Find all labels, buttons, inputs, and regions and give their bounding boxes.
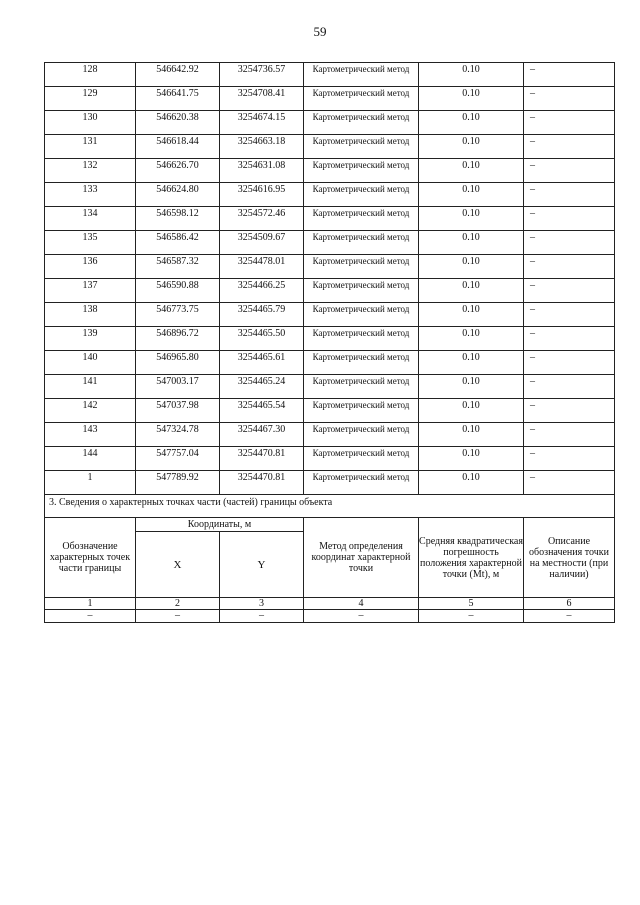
accuracy-cell: 0.10 — [419, 279, 524, 303]
point-number-cell: 141 — [45, 375, 136, 399]
y-coordinate-cell: 3254465.61 — [220, 351, 304, 375]
accuracy-cell: 0.10 — [419, 159, 524, 183]
point-number-cell: 143 — [45, 423, 136, 447]
point-number-cell: 136 — [45, 255, 136, 279]
header-x: X — [136, 532, 220, 598]
point-number-cell: 133 — [45, 183, 136, 207]
x-coordinate-cell: 547789.92 — [136, 471, 220, 495]
table-row — [45, 87, 615, 111]
point-number-cell: 138 — [45, 303, 136, 327]
method-cell: Картометрический метод — [304, 399, 419, 423]
accuracy-cell: 0.10 — [419, 183, 524, 207]
x-coordinate-cell: 547037.98 — [136, 399, 220, 423]
description-cell: – — [524, 327, 615, 351]
description-cell: – — [524, 375, 615, 399]
column-number: 6 — [524, 598, 615, 610]
accuracy-cell: 0.10 — [419, 351, 524, 375]
y-coordinate-cell: 3254708.41 — [220, 87, 304, 111]
description-cell: – — [524, 87, 615, 111]
accuracy-cell: 0.10 — [419, 231, 524, 255]
y-coordinate-cell: 3254466.25 — [220, 279, 304, 303]
description-cell: – — [524, 399, 615, 423]
x-coordinate-cell: 546626.70 — [136, 159, 220, 183]
description-cell: – — [524, 183, 615, 207]
header-coordinates: Координаты, м — [136, 518, 304, 532]
column-number: 4 — [304, 598, 419, 610]
section-3 — [45, 495, 615, 623]
x-coordinate-cell: 546586.42 — [136, 231, 220, 255]
table-row — [45, 423, 615, 447]
point-number-cell: 140 — [45, 351, 136, 375]
x-coordinate-cell: 546773.75 — [136, 303, 220, 327]
table-row — [45, 375, 615, 399]
table-row — [45, 351, 615, 375]
point-number-cell: 144 — [45, 447, 136, 471]
table-row — [45, 159, 615, 183]
description-cell: – — [524, 471, 615, 495]
table-row — [45, 279, 615, 303]
accuracy-cell: 0.10 — [419, 303, 524, 327]
x-coordinate-cell: 546642.92 — [136, 63, 220, 87]
point-number-cell: 137 — [45, 279, 136, 303]
point-number-cell: 139 — [45, 327, 136, 351]
x-coordinate-cell: 546620.38 — [136, 111, 220, 135]
header-description: Описание обозначения точки на местности (при наличии) — [524, 518, 615, 598]
x-coordinate-cell: 546965.80 — [136, 351, 220, 375]
accuracy-cell: 0.10 — [419, 399, 524, 423]
accuracy-cell: 0.10 — [419, 135, 524, 159]
y-coordinate-cell: 3254467.30 — [220, 423, 304, 447]
description-cell: – — [524, 135, 615, 159]
x-coordinate-cell: 546896.72 — [136, 327, 220, 351]
method-cell: Картометрический метод — [304, 183, 419, 207]
point-number-cell: 129 — [45, 87, 136, 111]
y-coordinate-cell: 3254465.54 — [220, 399, 304, 423]
point-rows — [45, 63, 615, 495]
point-number-cell: 130 — [45, 111, 136, 135]
accuracy-cell: 0.10 — [419, 63, 524, 87]
accuracy-cell: 0.10 — [419, 471, 524, 495]
y-coordinate-cell: 3254674.15 — [220, 111, 304, 135]
page-number: 59 — [313, 24, 327, 39]
table-row — [45, 111, 615, 135]
column-number: 1 — [45, 598, 136, 610]
table-row — [45, 183, 615, 207]
description-cell: – — [524, 303, 615, 327]
x-coordinate-cell: 547324.78 — [136, 423, 220, 447]
y-coordinate-cell: 3254465.24 — [220, 375, 304, 399]
description-cell: – — [524, 279, 615, 303]
x-coordinate-cell: 546641.75 — [136, 87, 220, 111]
empty-cell: – — [419, 610, 524, 623]
header-accuracy: Средняя квадратическая погрешность положения характерной точки (Mt), м — [419, 518, 524, 598]
x-coordinate-cell: 546598.12 — [136, 207, 220, 231]
section-3-title: 3. Сведения о характерных точках части (частей) границы объекта — [45, 495, 615, 518]
method-cell: Картометрический метод — [304, 351, 419, 375]
point-number-cell: 135 — [45, 231, 136, 255]
method-cell: Картометрический метод — [304, 231, 419, 255]
accuracy-cell: 0.10 — [419, 207, 524, 231]
table-row — [45, 303, 615, 327]
x-coordinate-cell: 547757.04 — [136, 447, 220, 471]
x-coordinate-cell: 546587.32 — [136, 255, 220, 279]
method-cell: Картометрический метод — [304, 111, 419, 135]
description-cell: – — [524, 423, 615, 447]
y-coordinate-cell: 3254470.81 — [220, 447, 304, 471]
header-y: Y — [220, 532, 304, 598]
point-number-cell: 1 — [45, 471, 136, 495]
table-row — [45, 255, 615, 279]
accuracy-cell: 0.10 — [419, 111, 524, 135]
method-cell: Картометрический метод — [304, 63, 419, 87]
point-number-cell: 134 — [45, 207, 136, 231]
method-cell: Картометрический метод — [304, 255, 419, 279]
table-row — [45, 63, 615, 87]
column-number: 5 — [419, 598, 524, 610]
empty-cell: – — [524, 610, 615, 623]
y-coordinate-cell: 3254663.18 — [220, 135, 304, 159]
method-cell: Картометрический метод — [304, 423, 419, 447]
empty-cell: – — [136, 610, 220, 623]
method-cell: Картометрический метод — [304, 279, 419, 303]
method-cell: Картометрический метод — [304, 447, 419, 471]
column-number: 2 — [136, 598, 220, 610]
method-cell: Картометрический метод — [304, 375, 419, 399]
description-cell: – — [524, 63, 615, 87]
y-coordinate-cell: 3254478.01 — [220, 255, 304, 279]
y-coordinate-cell: 3254736.57 — [220, 63, 304, 87]
accuracy-cell: 0.10 — [419, 87, 524, 111]
empty-cell: – — [220, 610, 304, 623]
table-row — [45, 135, 615, 159]
description-cell: – — [524, 207, 615, 231]
y-coordinate-cell: 3254572.46 — [220, 207, 304, 231]
description-cell: – — [524, 231, 615, 255]
point-number-cell: 128 — [45, 63, 136, 87]
table-row — [45, 447, 615, 471]
y-coordinate-cell: 3254509.67 — [220, 231, 304, 255]
description-cell: – — [524, 255, 615, 279]
header-method: Метод определения координат характерной точки — [304, 518, 419, 598]
description-cell: – — [524, 159, 615, 183]
column-number: 3 — [220, 598, 304, 610]
description-cell: – — [524, 111, 615, 135]
x-coordinate-cell: 547003.17 — [136, 375, 220, 399]
accuracy-cell: 0.10 — [419, 255, 524, 279]
accuracy-cell: 0.10 — [419, 447, 524, 471]
method-cell: Картометрический метод — [304, 87, 419, 111]
description-cell: – — [524, 351, 615, 375]
boundary-points-table — [44, 62, 615, 623]
y-coordinate-cell: 3254465.79 — [220, 303, 304, 327]
empty-row — [45, 610, 615, 623]
point-number-cell: 142 — [45, 399, 136, 423]
method-cell: Картометрический метод — [304, 303, 419, 327]
x-coordinate-cell: 546590.88 — [136, 279, 220, 303]
y-coordinate-cell: 3254631.08 — [220, 159, 304, 183]
y-coordinate-cell: 3254470.81 — [220, 471, 304, 495]
column-numbers-row — [45, 598, 615, 610]
empty-cell: – — [45, 610, 136, 623]
point-number-cell: 131 — [45, 135, 136, 159]
point-number-cell: 132 — [45, 159, 136, 183]
table-row — [45, 327, 615, 351]
x-coordinate-cell: 546624.80 — [136, 183, 220, 207]
method-cell: Картометрический метод — [304, 135, 419, 159]
method-cell: Картометрический метод — [304, 327, 419, 351]
method-cell: Картометрический метод — [304, 159, 419, 183]
description-cell: – — [524, 447, 615, 471]
table-row — [45, 231, 615, 255]
y-coordinate-cell: 3254465.50 — [220, 327, 304, 351]
y-coordinate-cell: 3254616.95 — [220, 183, 304, 207]
empty-cell: – — [304, 610, 419, 623]
x-coordinate-cell: 546618.44 — [136, 135, 220, 159]
accuracy-cell: 0.10 — [419, 423, 524, 447]
header-designation: Обозначение характерных точек части границы — [45, 518, 136, 598]
method-cell: Картометрический метод — [304, 207, 419, 231]
method-cell: Картометрический метод — [304, 471, 419, 495]
table-row — [45, 207, 615, 231]
accuracy-cell: 0.10 — [419, 327, 524, 351]
table-row — [45, 471, 615, 495]
accuracy-cell: 0.10 — [419, 375, 524, 399]
table-row — [45, 399, 615, 423]
